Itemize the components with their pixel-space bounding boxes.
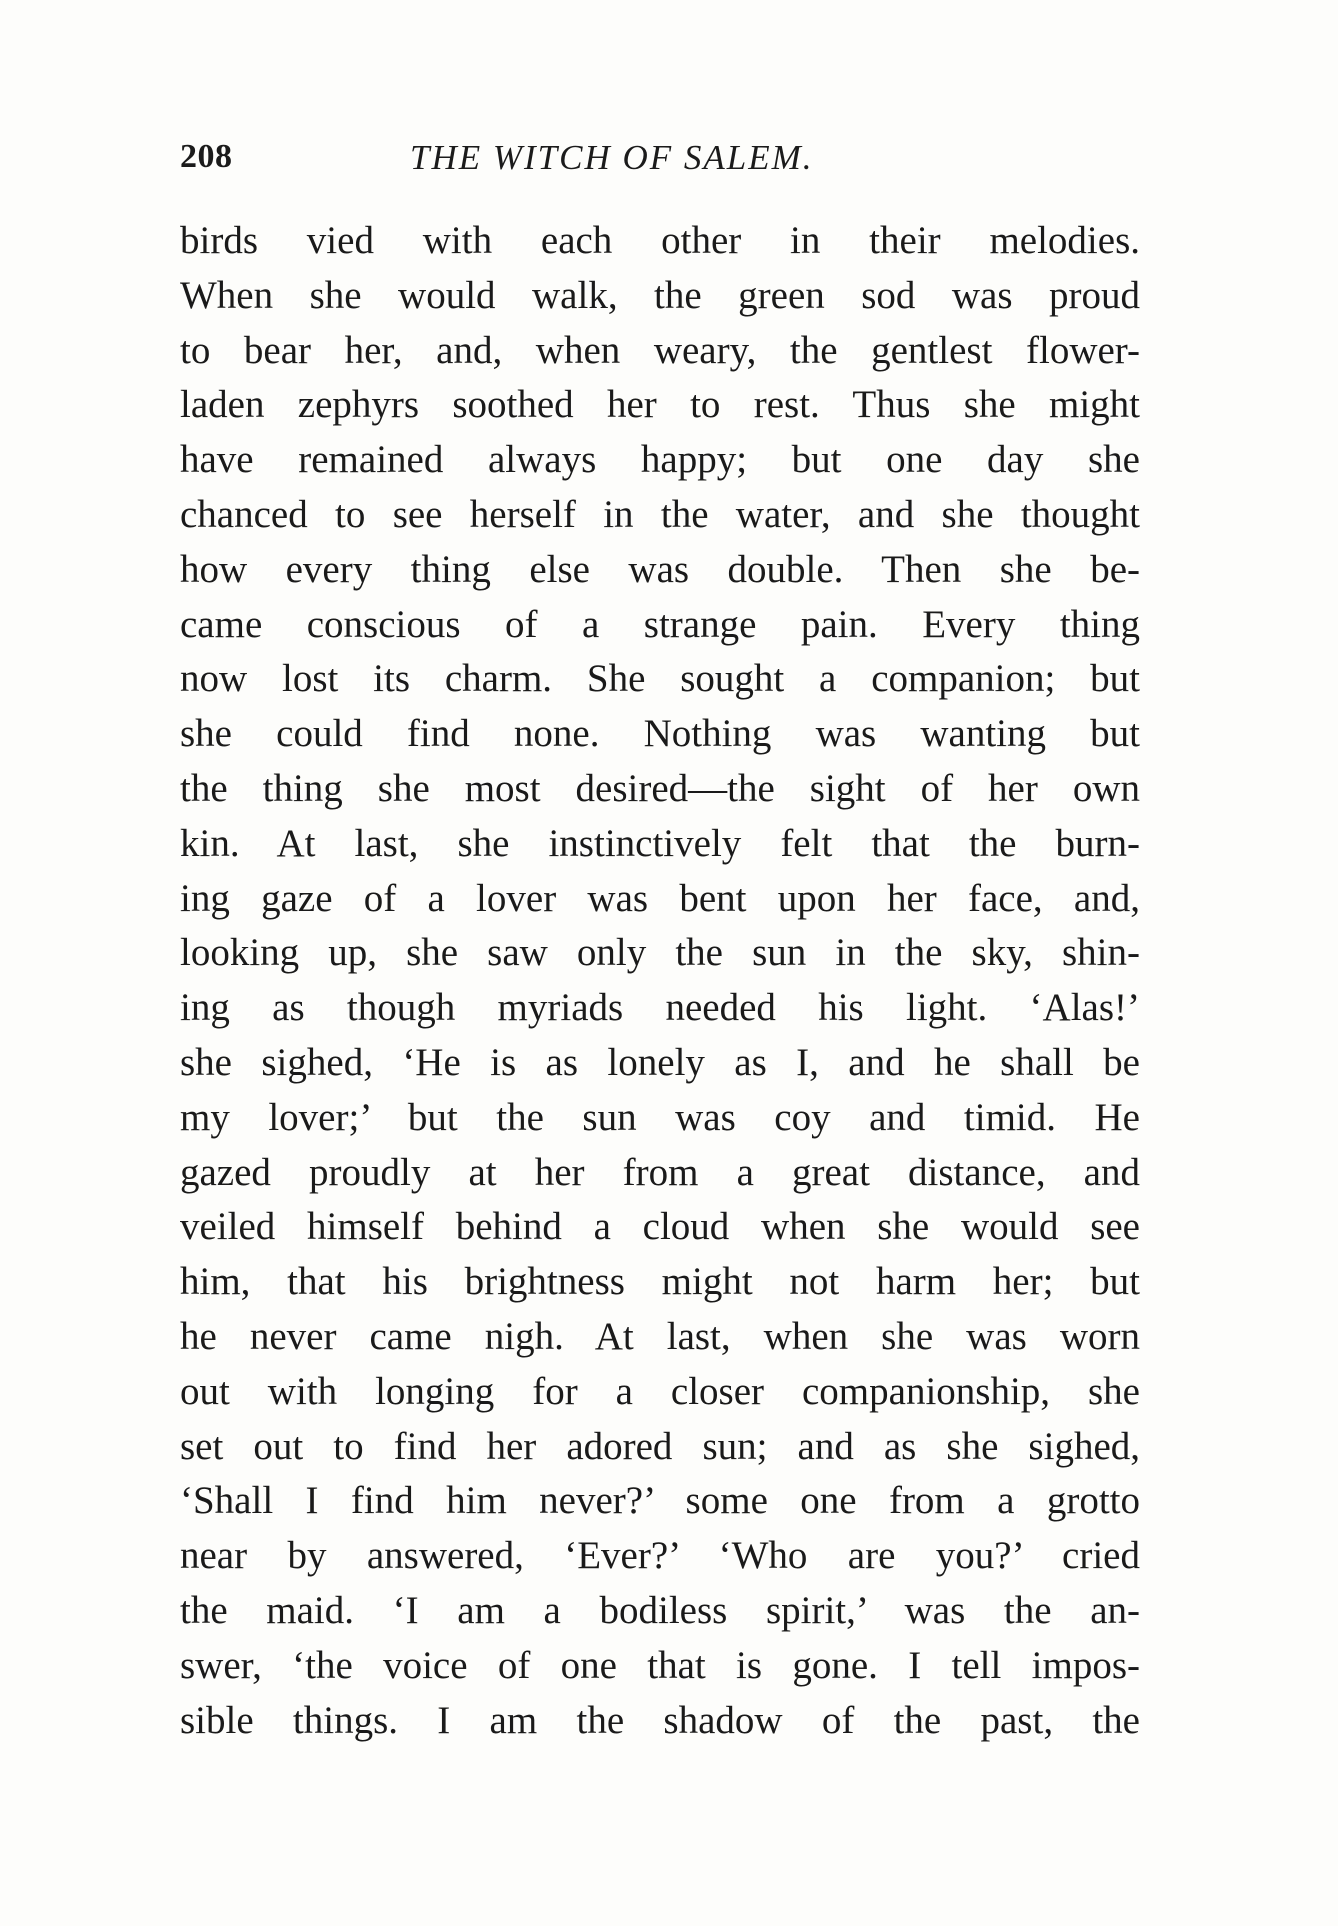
- text-line: him, that his brightness might not harm her; but: [180, 1260, 1140, 1304]
- text-line: ing as though myriads needed his light. ‘Alas!’: [180, 986, 1140, 1030]
- text-line: sible things. I am the shadow of the past, the: [180, 1698, 1140, 1742]
- text-line: came conscious of a strange pain. Every thing: [180, 602, 1140, 646]
- text-line: When she would walk, the green sod was proud: [180, 273, 1140, 317]
- text-line: have remained always happy; but one day she: [180, 438, 1140, 482]
- text-line: birds vied with each other in their melodies.: [180, 219, 1140, 262]
- text-line: ing gaze of a lover was bent upon her face, and,: [180, 876, 1140, 920]
- text-line: out with longing for a closer companionship, she: [180, 1369, 1140, 1413]
- text-line: looking up, she saw only the sun in the sky, shin-: [180, 931, 1140, 975]
- running-head: [180, 138, 1140, 188]
- text-line: the thing she most desired—the sight of her own: [180, 766, 1140, 810]
- text-line: the maid. ‘I am a bodiless spirit,’ was the an-: [180, 1588, 1140, 1632]
- running-title: THE WITCH OF SALEM.: [410, 138, 814, 177]
- text-line: chanced to see herself in the water, and she thought: [180, 492, 1140, 536]
- text-line: set out to find her adored sun; and as she sighed,: [180, 1424, 1140, 1468]
- text-line: gazed proudly at her from a great distance, and: [180, 1150, 1140, 1194]
- text-line: veiled himself behind a cloud when she would see: [180, 1205, 1140, 1249]
- text-line: to bear her, and, when weary, the gentlest flower-: [180, 328, 1140, 372]
- text-line: laden zephyrs soothed her to rest. Thus she might: [180, 383, 1140, 427]
- text-line: how every thing else was double. Then she be-: [180, 547, 1140, 591]
- body-text: [180, 214, 1140, 1748]
- text-line: she could find none. Nothing was wanting but: [180, 712, 1140, 756]
- text-line: near by answered, ‘Ever?’ ‘Who are you?’ cried: [180, 1534, 1140, 1578]
- text-line: he never came nigh. At last, when she was worn: [180, 1314, 1140, 1358]
- text-line: swer, ‘the voice of one that is gone. I tell impos-: [180, 1643, 1140, 1687]
- page-number: 208: [180, 138, 233, 175]
- text-line: ‘Shall I find him never?’ some one from a grotto: [180, 1479, 1140, 1523]
- text-line: kin. At last, she instinctively felt that the burn-: [180, 821, 1140, 865]
- text-line: she sighed, ‘He is as lonely as I, and he shall be: [180, 1040, 1140, 1084]
- text-line: my lover;’ but the sun was coy and timid. He: [180, 1095, 1140, 1139]
- text-line: now lost its charm. She sought a companion; but: [180, 657, 1140, 701]
